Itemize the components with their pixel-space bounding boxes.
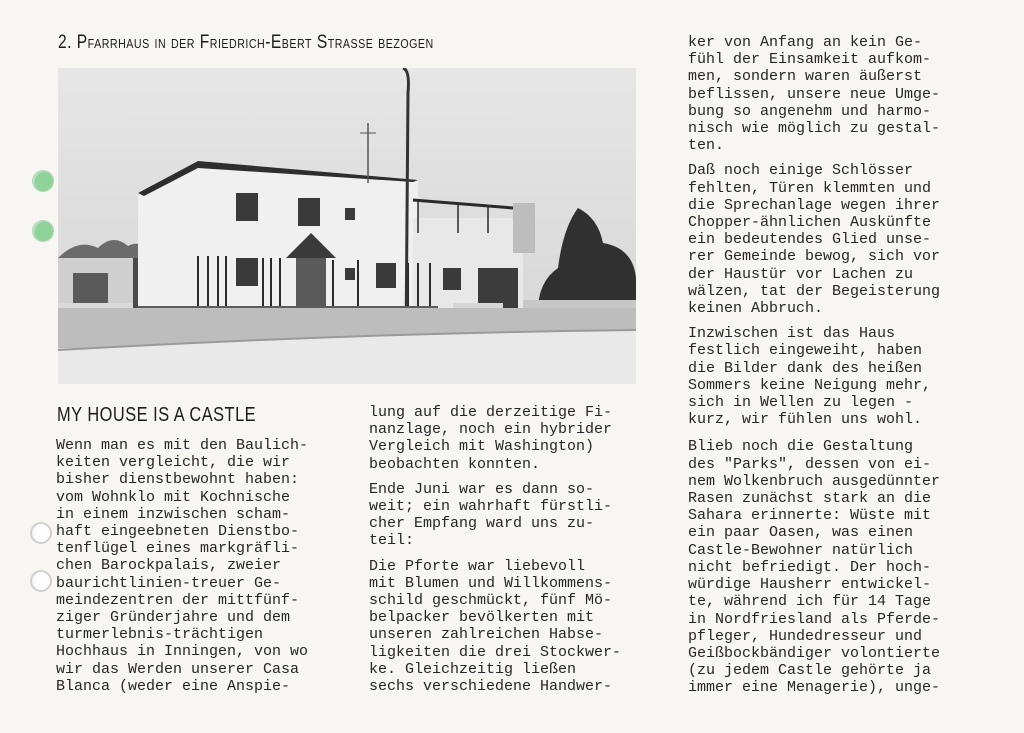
punch-hole xyxy=(30,570,52,592)
house-photo xyxy=(58,68,636,384)
punch-hole xyxy=(32,170,54,192)
punch-hole xyxy=(32,220,54,242)
paragraph: ker von Anfang an kein Ge- fühl der Einsamkeit aufkom- men, sondern waren äußerst beflissen, unsere neue Umge- bung so angenehm und harmo- nisch wie möglich zu gestal- ten. xyxy=(688,34,941,155)
paragraph: Blieb noch die Gestaltung des "Parks", dessen von ei- nem Wolkenbruch ausgedünnter Rasen zunächst stark an die Sahara erinnerte: Wüste mit ein paar Oasen, was einen Castle-Bewohner natürlich nicht befriedigt. Der hoch- würdige Hausherr entwickel- te, während ich für 14 Tage in Nordfriesland als Pferde- pfleger, Hundedresseur und Geißbockbändiger volontierte (zu jedem Castle gehörte ja immer eine Menagerie), unge- xyxy=(688,438,941,697)
article-heading: MY HOUSE IS A CASTLE xyxy=(57,404,257,426)
paragraph: lung auf die derzeitige Fi- nanzlage, noch ein hybrider Vergleich mit Washington) beobachten konnten. xyxy=(369,404,613,473)
paragraph: Wenn man es mit den Baulich- keiten vergleicht, die wir bisher dienstbewohnt haben: vom Wohnklo mit Kochnische in einem inzwischen scham- haft eingeebneten Dienstbo- tenflügel eines markgräfli- chen Barockpalais, zweier baurichtlinien-treuer Ge- meindezentren der mittfünf- ziger Gründerjahre und dem turmerlebnis-trächtigen Hochhaus in Inningen, von wo wir das Werden unserer Casa Blanca (weder eine Anspie- xyxy=(56,437,309,695)
column-1 xyxy=(56,437,346,703)
paragraph: Die Pforte war liebevoll mit Blumen und Willkommens- schild geschmückt, fünf Mö- belpacker bevölkerten mit unseren zahlreichen Habse- ligkeiten die drei Stockwer- ke. Gleichzeitig ließen sechs verschiedene Handwer- xyxy=(369,557,622,696)
house-photo-image xyxy=(58,68,636,384)
section-heading: 2. Pfarrhaus in der Friedrich-Ebert Strasse bezogen xyxy=(58,32,434,53)
paragraph: Inzwischen ist das Haus festlich eingeweiht, haben die Bilder dank des heißen Sommers keine Neigung mehr, sich in Wellen zu legen - kurz, wir fühlen uns wohl. xyxy=(688,325,932,429)
column-2 xyxy=(369,404,669,703)
column-3 xyxy=(688,34,988,705)
paragraph: Daß noch einige Schlösser fehlten, Türen klemmten und die Sprechanlage wegen ihrer Chopper-ähnlichen Auskünfte ein bedeutendes Glied unse- rer Gemeinde bewog, sich vor der Haustür vor Lachen zu wälzen, tat der Begeisterung keinen Abbruch. xyxy=(688,162,941,318)
paragraph: Ende Juni war es dann so- weit; ein wahrhaft fürstli- cher Empfang ward uns zu- teil: xyxy=(369,480,613,550)
punch-hole xyxy=(30,522,52,544)
